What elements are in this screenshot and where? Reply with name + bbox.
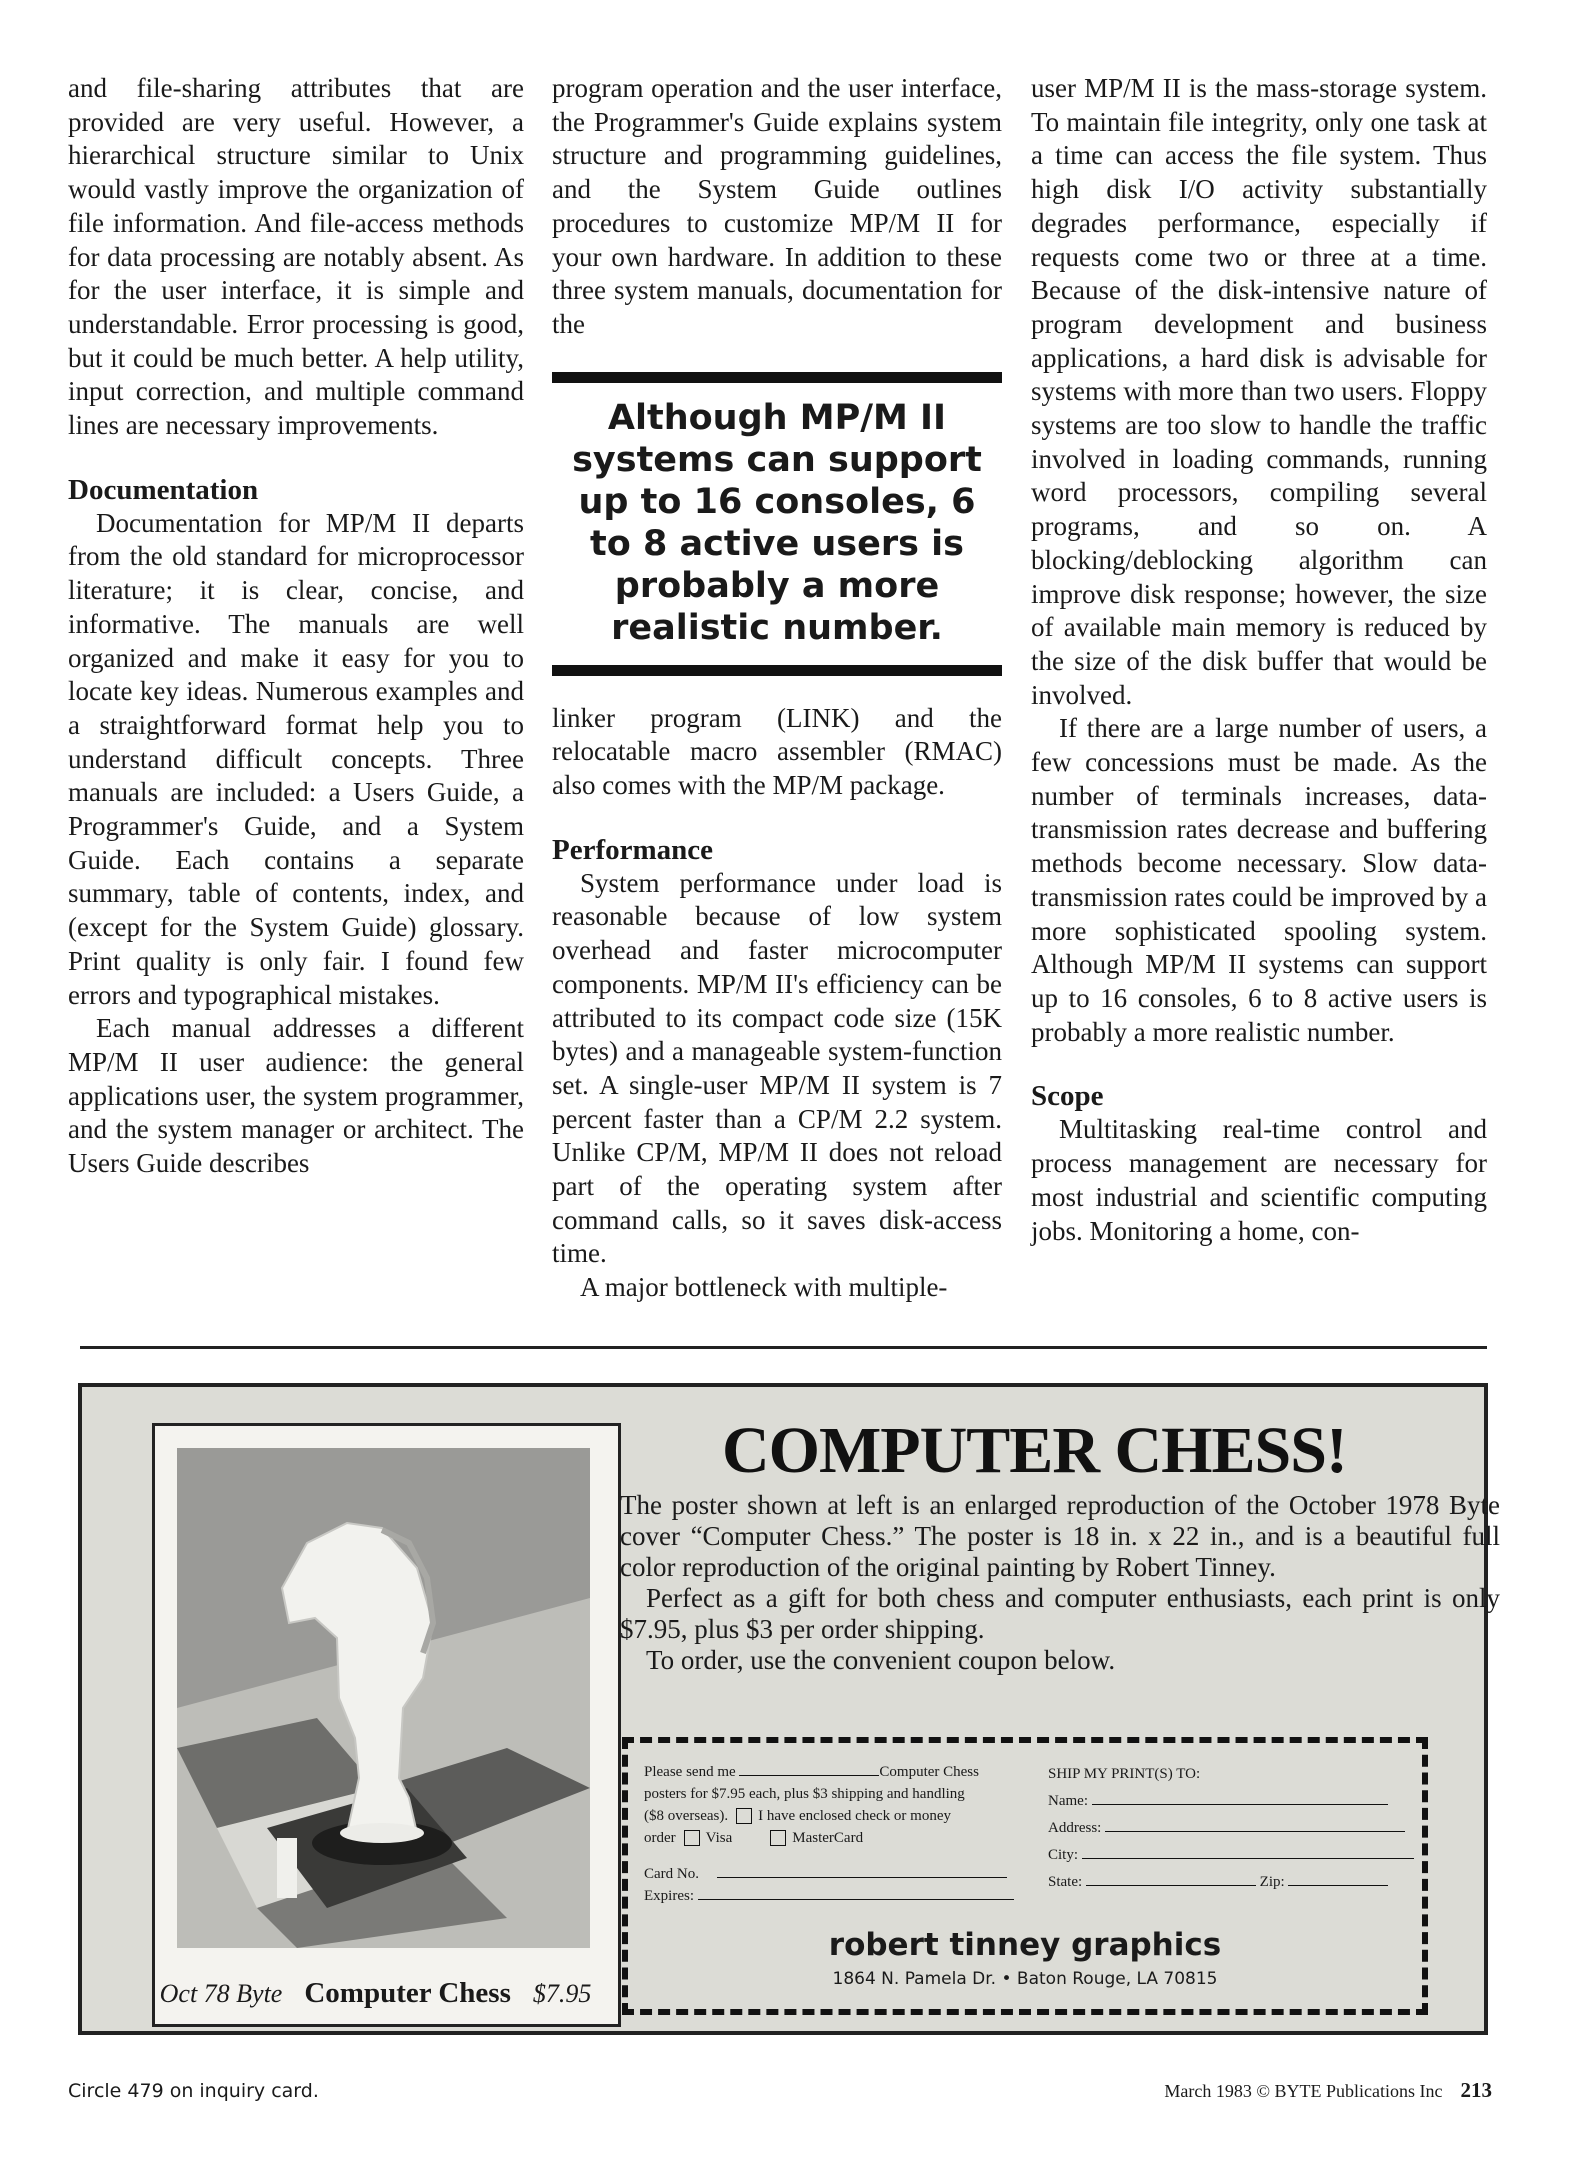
coupon-text: Visa bbox=[705, 1830, 733, 1846]
coupon-text: Card No. bbox=[644, 1866, 699, 1882]
mastercard-checkbox[interactable] bbox=[770, 1830, 786, 1846]
paragraph: System performance under load is reasonable because of low system overhead and faster microcomputer components. MP/M II's efficiency can be attributed to its compact code size (15K bytes) and a manageable system-function set. A single-user MP/M II system is 7 percent faster than a CP/M 2.2 system. Unlike CP/M, MP/M II does not reload part of the operating system after command calls, so it saves disk-access time. bbox=[552, 867, 1002, 1269]
visa-checkbox[interactable] bbox=[684, 1830, 700, 1846]
coupon-text: Please send me bbox=[644, 1764, 736, 1780]
section-heading-performance: Performance bbox=[552, 833, 714, 866]
paragraph: Multitasking real-time control and process management are necessary for most industrial and scientific computing jobs. Monitoring a home, con- bbox=[1031, 1114, 1487, 1246]
coupon-text: Name: bbox=[1048, 1793, 1088, 1809]
ad-body bbox=[620, 1490, 1500, 1676]
coupon-text: order bbox=[644, 1830, 676, 1846]
paragraph: If there are a large number of users, a few concessions must be made. As the number of terminals increases, data-transmission rates decrease and buffering methods become necessary. Slow data-transmission rates could be improved by a more sophisticated spooling system. Although MP/M II systems can support up to 16 consoles, 6 to 8 active users is probably a more realistic number. bbox=[1031, 713, 1487, 1047]
paragraph: A major bottleneck with multiple- bbox=[580, 1272, 948, 1303]
paragraph: linker program (LINK) and the relocatable macro assembler (RMAC) also comes with the MP/M package. bbox=[552, 702, 1002, 801]
coupon-text: State: bbox=[1048, 1874, 1083, 1890]
article-column-3 bbox=[1031, 72, 1487, 1248]
footer-date: March 1983 © BYTE Publications Inc bbox=[1164, 2081, 1443, 2101]
page-number: 213 bbox=[1460, 2078, 1492, 2102]
city-field[interactable] bbox=[1082, 1844, 1414, 1859]
section-heading-documentation: Documentation bbox=[68, 473, 259, 506]
name-field[interactable] bbox=[1092, 1790, 1388, 1805]
paragraph: Documentation for MP/M II departs from the old standard for microprocessor literature; it is clear, concise, and informative. The manuals are well organized and make it easy for you to locate key ideas. Numerous examples and a straightforward format help you to understand difficult concepts. Three manuals are included: a Users Guide, a Programmer's Guide, and a System Guide. Each contains a separate summary, table of contents, index, and (except for the System Guide) glossary. Print quality is only fair. I found few errors and typographical mistakes. bbox=[68, 507, 524, 1010]
coupon-text: posters for $7.95 each, plus $3 shipping and handling bbox=[644, 1786, 965, 1802]
paragraph: Each manual addresses a different MP/M II user audience: the general applications user, the system programmer, and the system manager or architect. The Users Guide describes bbox=[68, 1013, 524, 1179]
expires-field[interactable] bbox=[698, 1885, 1014, 1900]
ad-paragraph: To order, use the convenient coupon below. bbox=[646, 1645, 1116, 1675]
article-column-1 bbox=[68, 72, 524, 1181]
coupon-shipping-section bbox=[1048, 1761, 1418, 1896]
paragraph: program operation and the user interface, the Programmer's Guide explains system structure and programming guidelines, and the System Guide outlines procedures to customize MP/M II for your own hardware. In addition to these three system manuals, documentation for the bbox=[552, 73, 1002, 339]
coupon-text: MasterCard bbox=[792, 1830, 864, 1846]
footer-inquiry-note: Circle 479 on inquiry card. bbox=[68, 2080, 319, 2102]
pull-quote: Although MP/M II systems can support up to 16 consoles, 6 to 8 active users is probably a more realistic number. bbox=[552, 372, 1002, 676]
ad-paragraph: The poster shown at left is an enlarged reproduction of the October 1978 Byte cover “Computer Chess.” The poster is 18 in. x 22 in., and is a beautiful full color reproduction of the original painting by Robert Tinney. bbox=[620, 1490, 1500, 1582]
coupon-text: I have enclosed check or money bbox=[758, 1808, 951, 1824]
brand-address: 1864 N. Pamela Dr. • Baton Rouge, LA 70815 bbox=[832, 1969, 1218, 1989]
coupon-text: SHIP MY PRINT(S) TO: bbox=[1048, 1766, 1201, 1782]
coupon-text: Zip: bbox=[1259, 1874, 1285, 1890]
ad-paragraph: Perfect as a gift for both chess and computer enthusiasts, each print is only $7.95, plus $3 per order shipping. bbox=[620, 1583, 1500, 1644]
coupon-text: Address: bbox=[1048, 1820, 1102, 1836]
poster-issue: Oct 78 Byte bbox=[159, 1979, 283, 2008]
address-field[interactable] bbox=[1105, 1817, 1405, 1832]
brand-name: robert tinney graphics bbox=[828, 1927, 1222, 1963]
poster-caption bbox=[155, 1977, 618, 2010]
order-coupon bbox=[622, 1737, 1428, 2015]
section-heading-scope: Scope bbox=[1031, 1080, 1104, 1113]
paragraph: user MP/M II is the mass-storage system. To maintain file integrity, only one task at a time can access the file system. Thus high disk I/O activity substantially degrades performance, especially if requests come two or three at a time. Because of the disk-intensive nature of program development and business applications, a hard disk is advisable for systems with more than two users. Floppy systems are too slow to handle the traffic involved in loading commands, running word processors, compiling several programs, and so on. A blocking/deblocking algorithm can improve disk response; however, the size of available main memory is reduced by the size of the disk buffer that would be involved. bbox=[1031, 73, 1487, 710]
coupon-text: Computer Chess bbox=[879, 1764, 979, 1780]
card-number-field[interactable] bbox=[717, 1863, 1007, 1878]
coupon-order-section bbox=[644, 1761, 1050, 1907]
coupon-text: Expires: bbox=[644, 1888, 694, 1904]
footer-publication bbox=[1164, 2078, 1492, 2103]
poster-title: Computer Chess bbox=[304, 1977, 511, 2009]
quantity-field[interactable] bbox=[739, 1761, 879, 1776]
coupon-text: City: bbox=[1048, 1847, 1079, 1863]
check-checkbox[interactable] bbox=[736, 1808, 752, 1824]
ad-headline: COMPUTER CHESS! bbox=[722, 1414, 1347, 1487]
paragraph: and file-sharing attributes that are provided are very useful. However, a hierarchical structure similar to Unix would vastly improve the organization of file information. And file-access methods for data processing are notably absent. As for the user interface, it is simple and understandable. Error processing is good, but it could be much better. A help utility, input correction, and multiple command lines are necessary improvements. bbox=[68, 73, 524, 441]
poster-price: $7.95 bbox=[532, 1979, 592, 2008]
coupon-text: ($8 overseas). bbox=[644, 1808, 729, 1824]
zip-field[interactable] bbox=[1288, 1871, 1388, 1886]
state-field[interactable] bbox=[1086, 1871, 1256, 1886]
poster-frame bbox=[152, 1423, 621, 2027]
chess-knight-illustration bbox=[177, 1448, 590, 1948]
article-column-2 bbox=[552, 72, 1002, 1305]
section-divider bbox=[80, 1346, 1487, 1349]
computer-chess-advertisement bbox=[78, 1383, 1500, 2035]
